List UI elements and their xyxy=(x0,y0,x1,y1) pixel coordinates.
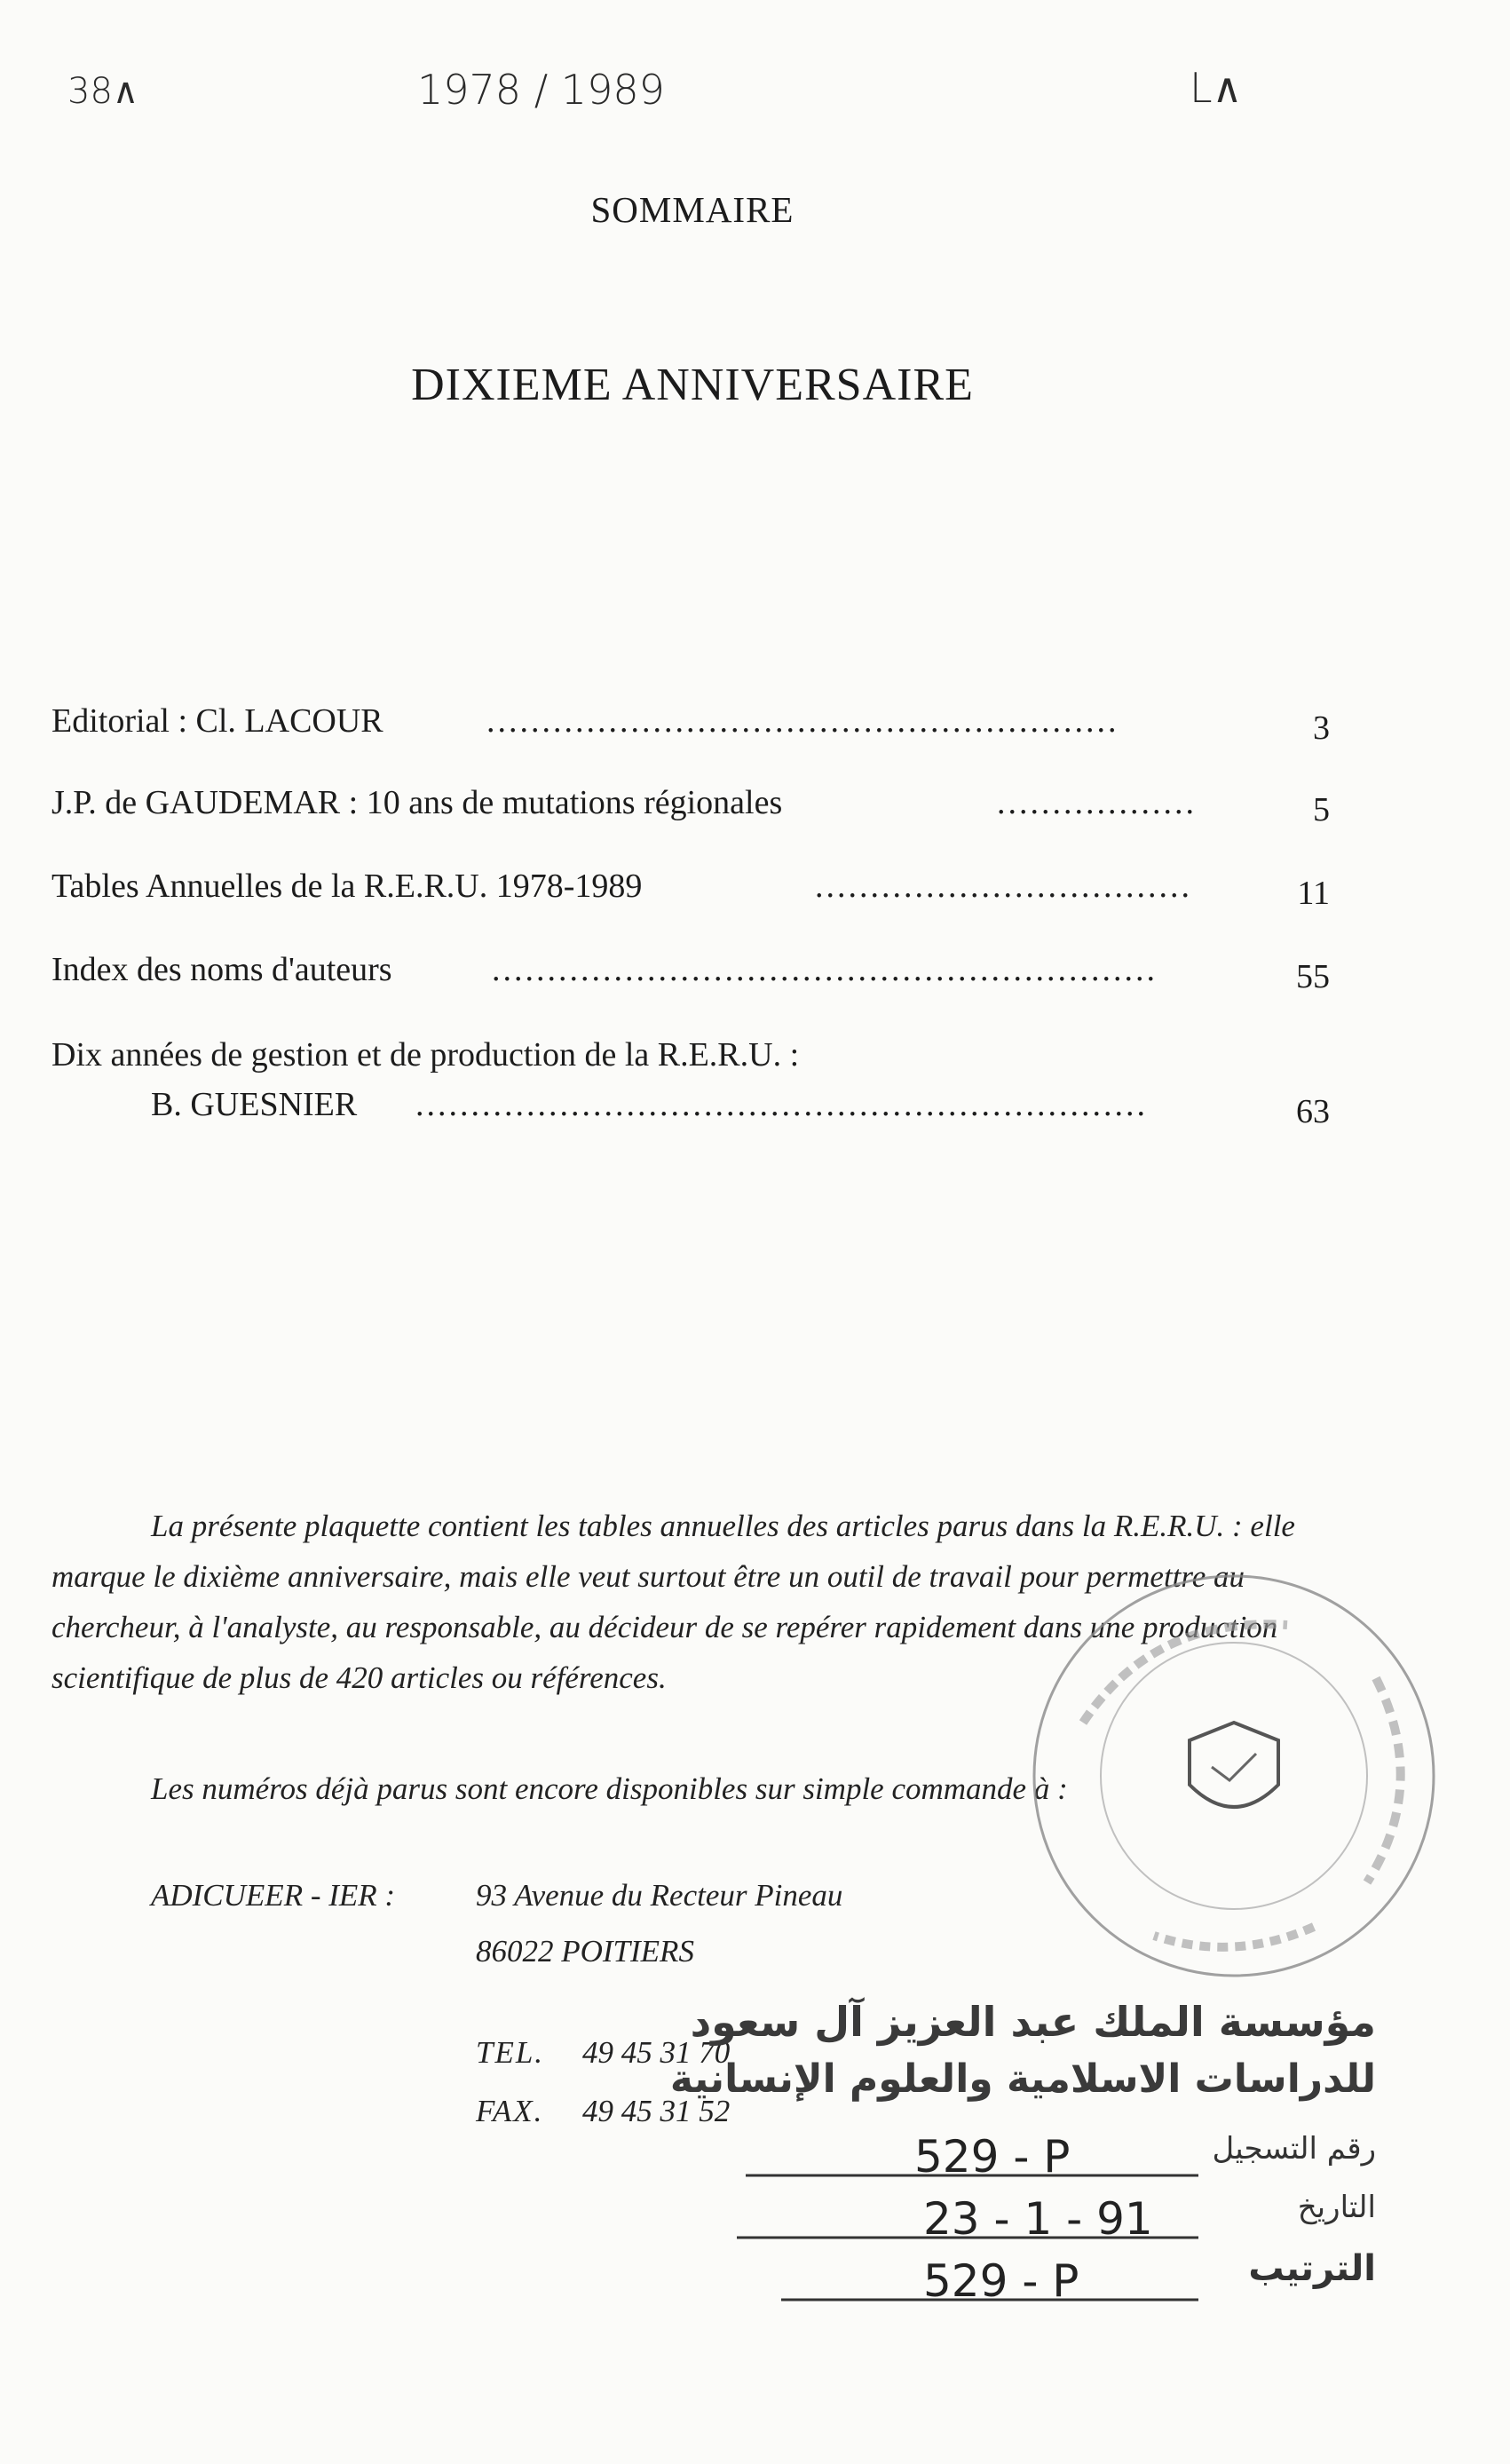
stamp-order-label: الترتيب xyxy=(1248,2248,1376,2289)
toc-item xyxy=(51,701,1330,755)
toc-item-text: J.P. de GAUDEMAR : 10 ans de mutations régionales xyxy=(51,784,783,821)
seal-icon xyxy=(1021,1563,1447,1989)
toc-leader: .................................. xyxy=(815,868,1192,905)
table-of-contents xyxy=(51,701,1330,1145)
registration-stamp xyxy=(669,1998,1376,2371)
page-title: SOMMAIRE xyxy=(590,189,795,230)
round-seal-stamp xyxy=(1021,1563,1447,1993)
stamp-reg-label: رقم التسجيل xyxy=(1212,2131,1376,2167)
stamp-line2: للدراسات الاسلامية والعلوم الإنسانية xyxy=(669,2056,1376,2102)
toc-leader: ......................................................... xyxy=(486,702,1119,740)
toc-item-page: 11 xyxy=(1297,875,1330,912)
toc-item-text: Tables Annuelles de la R.E.R.U. 1978-1989 xyxy=(51,868,643,905)
toc-item-text: Editorial : Cl. LACOUR xyxy=(51,702,383,740)
toc-item xyxy=(51,950,1330,1003)
toc-leader: ............................................................ xyxy=(492,951,1158,988)
handwritten-years: 1978 / 1989 xyxy=(417,66,665,114)
toc-item-page: 63 xyxy=(1296,1093,1330,1130)
contact-fax-label: FAX. xyxy=(476,2094,544,2128)
stamp-date-label: التاريخ xyxy=(1297,2190,1376,2225)
toc-leader: .................. xyxy=(997,784,1197,821)
availability-text: Les numéros déjà parus sont encore disponibles sur simple commande à : xyxy=(151,1771,1068,1806)
toc-item xyxy=(51,1035,1330,1142)
handwritten-note-left: 38∧ xyxy=(67,71,139,112)
stamp-line1: مؤسسة الملك عبد العزيز آل سعود xyxy=(690,1998,1376,2046)
toc-item-page: 55 xyxy=(1296,958,1330,995)
toc-item-page: 5 xyxy=(1313,791,1330,828)
contact-tel-label: TEL. xyxy=(476,2035,545,2070)
contact-fax: 49 45 31 52 xyxy=(582,2094,731,2128)
page-subtitle: DIXIEME ANNIVERSAIRE xyxy=(411,360,974,410)
contact-tel: 49 45 31 70 xyxy=(582,2035,731,2070)
intro-paragraph: La présente plaquette contient les tables annuelles des articles parus dans la R.E.R.U. : elle marque le dixième anniversaire, mais elle veut surtout être un outil de travail pour permettre au chercheur, à l'analyste, au responsable, au décideur de se repérer rapidement dans une production scientifique de plus de 420 articles ou références. xyxy=(51,1509,1295,1695)
contact-org: ADICUEER - IER : xyxy=(151,1878,396,1913)
toc-item xyxy=(51,867,1330,920)
contact-address-line1: 93 Avenue du Recteur Pineau xyxy=(476,1878,843,1913)
stamp-date-value: 23 - 1 - 91 xyxy=(923,2193,1153,2245)
toc-item xyxy=(51,783,1330,836)
toc-item-page: 3 xyxy=(1313,709,1330,747)
toc-leader: .................................................................. xyxy=(415,1086,1148,1123)
handwritten-note-right: L∧ xyxy=(1190,64,1243,112)
stamp-order-value: 529 - P xyxy=(923,2255,1079,2307)
toc-item-text: Dix années de gestion et de production de la R.E.R.U. : xyxy=(51,1036,800,1074)
contact-address-line2: 86022 POITIERS xyxy=(476,1934,694,1969)
stamp-reg-value: 529 - P xyxy=(914,2131,1071,2183)
toc-item-text: Index des noms d'auteurs xyxy=(51,951,392,988)
toc-item-text-continued: B. GUESNIER xyxy=(151,1086,358,1123)
stamp-rule-lines xyxy=(701,1998,1376,2371)
